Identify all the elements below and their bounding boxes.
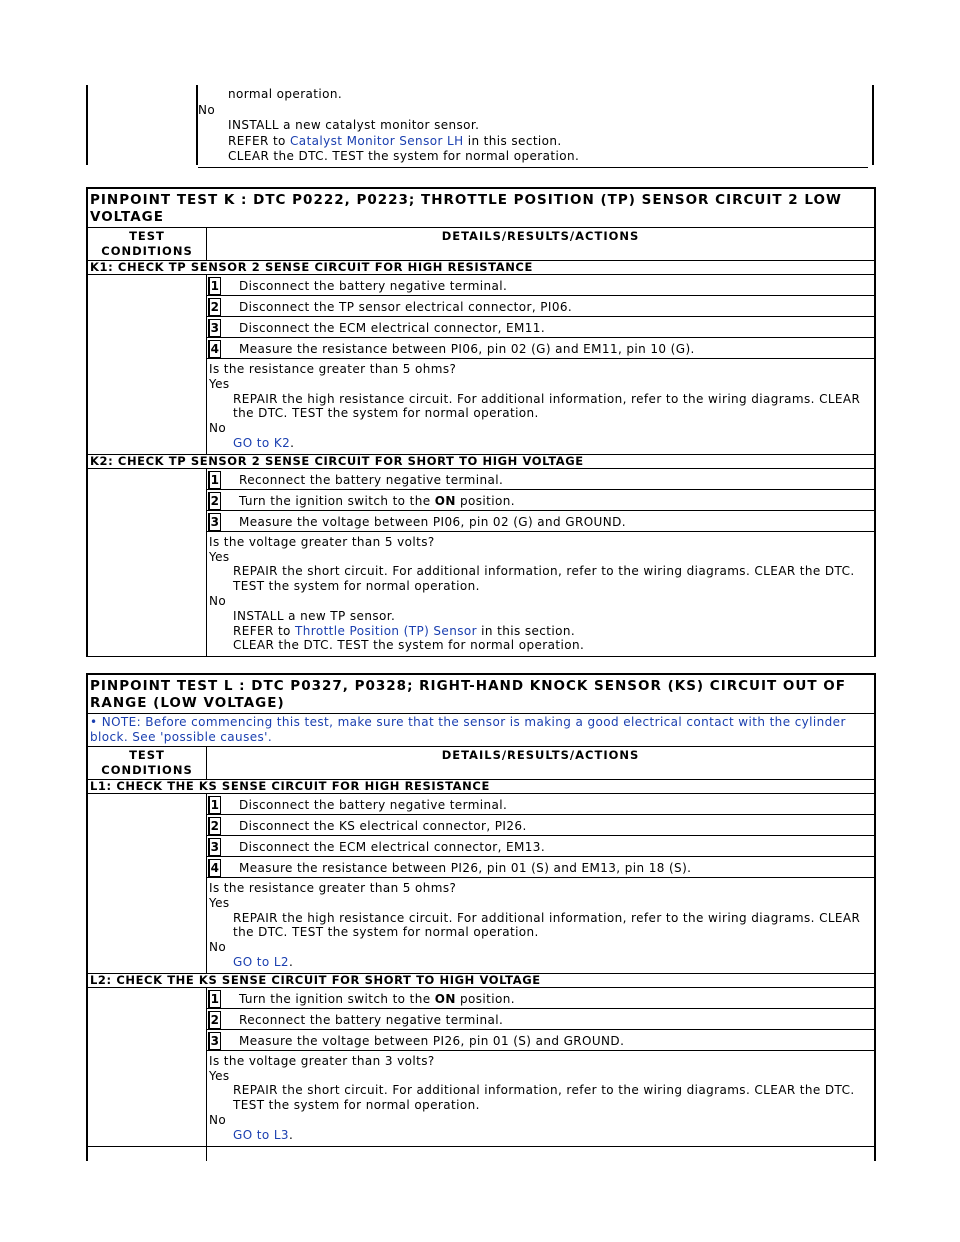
sub-step-number: 3 (208, 1032, 221, 1050)
sub-step-text: Measure the resistance between PI06, pin 02 (G) and EM11, pin 10 (G). (239, 342, 695, 356)
sub-step-text: Turn the ignition switch to the ON position. (239, 991, 515, 1006)
table-header (88, 747, 874, 780)
result-line: Yes (209, 1068, 230, 1083)
result-line: Yes (209, 895, 230, 910)
table-header (88, 228, 874, 261)
result-line: No (209, 940, 227, 955)
step-heading: K1: CHECK TP SENSOR 2 SENSE CIRCUIT FOR HIGH RESISTANCE (88, 261, 874, 275)
result-line: No (209, 593, 227, 608)
result-line: Is the resistance greater than 5 ohms? (209, 881, 457, 895)
step-heading: L1: CHECK THE KS SENSE CIRCUIT FOR HIGH RESISTANCE (88, 780, 874, 794)
sub-step (207, 859, 874, 878)
continuation-block (86, 85, 876, 165)
result-line: Is the voltage greater than 3 volts? (209, 1053, 435, 1068)
sub-step (207, 796, 874, 815)
cross-reference-link[interactable]: Catalyst Monitor Sensor LH (290, 133, 464, 148)
sub-step-number: 3 (208, 513, 221, 531)
table-tail (88, 1147, 874, 1161)
result-line: Is the voltage greater than 5 volts? (209, 534, 435, 549)
sub-step-number: 1 (208, 796, 221, 814)
sub-step (207, 298, 874, 317)
test-conditions-cell (88, 275, 207, 454)
step-body (88, 275, 874, 455)
step-body (88, 469, 874, 657)
sub-step-text: Measure the resistance between PI26, pin 01 (S) and EM13, pin 18 (S). (239, 861, 692, 875)
step-heading: L2: CHECK THE KS SENSE CIRCUIT FOR SHORT TO HIGH VOLTAGE (88, 974, 874, 988)
details-cell (207, 469, 874, 656)
header-test-conditions: TEST CONDITIONS (88, 228, 207, 260)
sub-step (207, 340, 874, 359)
result-line: Is the resistance greater than 5 ohms? (209, 362, 457, 376)
continuation-line: REFER to Catalyst Monitor Sensor LH in this section. (228, 133, 562, 148)
sub-step (207, 990, 874, 1009)
result-line: REPAIR the high resistance circuit. For additional information, refer to the wiring diagrams. CLEAR (233, 391, 861, 406)
tail-cell (88, 1147, 207, 1161)
cross-reference-link[interactable]: GO to L2 (233, 954, 289, 969)
cross-reference-link[interactable]: GO to K2 (233, 435, 291, 450)
result-line: the DTC. TEST the system for normal operation. (233, 925, 539, 940)
pinpoint-test-l (86, 673, 876, 1161)
result-line: REFER to Throttle Position (TP) Sensor in this section. (233, 623, 576, 638)
continuation-text (198, 87, 868, 168)
sub-step-text: Measure the voltage between PI26, pin 01 (S) and GROUND. (239, 1033, 625, 1048)
result-line: CLEAR the DTC. TEST the system for normal operation. (233, 638, 585, 653)
result-line: Yes (209, 376, 230, 391)
details-cell (207, 275, 874, 454)
cross-reference-link[interactable]: Throttle Position (TP) Sensor (295, 623, 477, 638)
sub-step-text: Disconnect the battery negative terminal. (239, 798, 508, 812)
sub-step-number: 4 (208, 859, 221, 877)
result-line: GO to K2. (233, 435, 295, 450)
sub-step-number: 1 (208, 990, 221, 1008)
sub-step (207, 492, 874, 511)
test-conditions-cell (88, 794, 207, 973)
header-test-conditions: TEST CONDITIONS (88, 747, 207, 779)
result-line: TEST the system for normal operation. (233, 1098, 480, 1113)
sub-step-number: 2 (208, 298, 221, 316)
result-line: REPAIR the short circuit. For additional information, refer to the wiring diagrams. CLEAR the DTC. (233, 1083, 855, 1098)
sub-step-text: Disconnect the KS electrical connector, PI26. (239, 819, 527, 833)
test-note: • NOTE: Before commencing this test, make sure that the sensor is making a good electrical contact with the cylinder block. See 'possible causes'. (88, 714, 874, 747)
sub-step-number: 2 (208, 817, 221, 835)
sub-step-text: Disconnect the TP sensor electrical connector, PI06. (239, 300, 573, 314)
result-actions (207, 532, 874, 656)
step-body (88, 794, 874, 974)
step-heading: K2: CHECK TP SENSOR 2 SENSE CIRCUIT FOR SHORT TO HIGH VOLTAGE (88, 455, 874, 469)
sub-step-text: Reconnect the battery negative terminal. (239, 1012, 504, 1027)
continuation-line: CLEAR the DTC. TEST the system for normal operation. (228, 149, 580, 163)
continuation-line: normal operation. (228, 87, 343, 101)
result-line: the DTC. TEST the system for normal operation. (233, 406, 539, 421)
sub-step-text: Disconnect the ECM electrical connector, EM13. (239, 840, 546, 854)
result-line: GO to L3. (233, 1127, 294, 1142)
sub-step (207, 817, 874, 836)
test-title: PINPOINT TEST K : DTC P0222, P0223; THROTTLE POSITION (TP) SENSOR CIRCUIT 2 LOW VOLTAGE (88, 187, 874, 228)
sub-step-text: Measure the voltage between PI06, pin 02 (G) and GROUND. (239, 514, 626, 529)
sub-step-text: Disconnect the ECM electrical connector, EM11. (239, 321, 546, 335)
result-line: TEST the system for normal operation. (233, 579, 480, 594)
result-line: GO to L2. (233, 954, 294, 969)
header-details: DETAILS/RESULTS/ACTIONS (441, 748, 640, 762)
sub-step-text: Reconnect the battery negative terminal. (239, 472, 504, 487)
sub-step-text: Turn the ignition switch to the ON position. (239, 493, 515, 508)
sub-step (207, 277, 874, 296)
header-details: DETAILS/RESULTS/ACTIONS (441, 229, 640, 243)
sub-step-number: 3 (208, 838, 221, 856)
table-border (872, 85, 874, 165)
result-actions (207, 359, 874, 454)
continuation-line: INSTALL a new catalyst monitor sensor. (228, 118, 480, 132)
sub-step-number: 1 (208, 277, 221, 295)
sub-step (207, 471, 874, 490)
step-body (88, 988, 874, 1147)
cross-reference-link[interactable]: GO to L3 (233, 1127, 289, 1142)
sub-step-number: 2 (208, 492, 221, 510)
pinpoint-test-k (86, 187, 876, 657)
sub-step (207, 1032, 874, 1051)
sub-step (207, 319, 874, 338)
test-conditions-cell (88, 469, 207, 656)
table-border (86, 85, 88, 165)
test-title: PINPOINT TEST L : DTC P0327, P0328; RIGHT-HAND KNOCK SENSOR (KS) CIRCUIT OUT OF RANGE (LOW VOLTAGE) (88, 673, 874, 714)
continuation-line: No (198, 102, 216, 117)
sub-step-text: Disconnect the battery negative terminal. (239, 279, 508, 293)
sub-step (207, 838, 874, 857)
sub-step-number: 1 (208, 471, 221, 489)
result-line: Yes (209, 549, 230, 564)
result-line: No (209, 1112, 227, 1127)
test-conditions-cell (88, 988, 207, 1146)
result-line: INSTALL a new TP sensor. (233, 608, 396, 623)
sub-step-number: 2 (208, 1011, 221, 1029)
result-line: REPAIR the short circuit. For additional information, refer to the wiring diagrams. CLEAR the DTC. (233, 564, 855, 579)
details-cell (207, 794, 874, 973)
sub-step-number: 4 (208, 340, 221, 358)
result-actions (207, 1051, 874, 1146)
details-cell (207, 988, 874, 1146)
result-actions (207, 878, 874, 973)
sub-step (207, 1011, 874, 1030)
sub-step-number: 3 (208, 319, 221, 337)
result-line: REPAIR the high resistance circuit. For additional information, refer to the wiring diagrams. CLEAR (233, 910, 861, 925)
sub-step (207, 513, 874, 532)
result-line: No (209, 421, 227, 436)
